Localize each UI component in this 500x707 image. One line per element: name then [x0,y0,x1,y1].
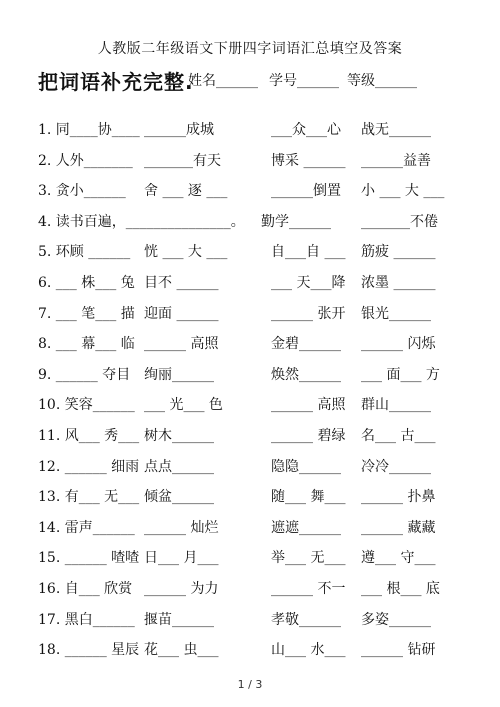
exercise-item: ______ 扑鼻 [361,489,436,506]
exercise-item: ___ 根___ 底 [361,580,440,597]
exercise-item: ______ 不一 [271,580,346,597]
exercise-item: 8. ___ 幕___ 临 [38,336,135,353]
exercise-row [38,395,483,426]
exercise-item: 7. ___ 笔___ 描 [38,305,135,322]
exercise-item: 9. ______ 夺目 [38,366,131,383]
exercise-item: 15. ______ 喳喳 [38,550,140,567]
exercise-item: 多姿______ [361,611,431,628]
exercise-row [38,457,483,488]
exercise-item: 群山______ [361,397,431,414]
exercise-item: 隐隐______ [271,458,341,475]
exercise-row [38,242,483,273]
exercise-item: ______ 闪烁 [361,336,436,353]
heading-row [38,66,478,94]
exercise-item: ______ 为力 [144,580,219,597]
exercise-item: ___ 光___ 色 [144,397,223,414]
exercise-item: 名___ 古___ [361,427,436,444]
exercise-row [38,120,483,151]
exercise-item: 举___ 无___ [271,550,346,567]
exercise-row [38,151,483,182]
exercise-row [38,334,483,365]
exercise-item: 12. ______ 细雨 [38,458,140,475]
exercise-item: 11. 风___ 秀___ [38,427,140,444]
exercise-row [38,181,483,212]
exercise-item: ______ 张开 [271,305,346,322]
exercise-item: 金碧______ [271,336,341,353]
exercise-item: ___ 天___降 [271,274,346,291]
exercise-item: ______ 碧绿 [271,427,346,444]
exercise-item: 迎面 ______ [144,305,219,322]
exercise-item: 18. ______ 星辰 [38,642,140,659]
exercise-item: 遮遮______ [271,519,341,536]
exercise-item: 6. ___ 株___ 兔 [38,274,135,291]
exercise-item: 2. 人外_______ [38,152,133,169]
exercise-item: ______益善 [361,152,431,169]
exercise-item: 山___ 水___ [271,642,346,659]
exercise-item: _______有天 [144,152,221,169]
exercise-item: _______不倦 [361,213,438,230]
exercise-item: 4. 读书百遍，_______________。 [38,213,245,230]
exercise-item: 17. 黑白______ [38,611,135,628]
exercise-item: 浓墨 ______ [361,274,436,291]
exercise-item: 16. 自___ 欣赏 [38,580,133,597]
exercise-item: 点点______ [144,458,214,475]
exercise-row [38,304,483,335]
exercise-item: 绚丽______ [144,366,214,383]
exercise-item: 5. 环顾 ______ [38,244,131,261]
exercise-item: ______ 钻研 [361,642,436,659]
exercise-row [38,212,483,243]
exercise-item: ______ 藏藏 [361,519,436,536]
exercise-item: 14. 雷声______ [38,519,135,536]
exercise-item: 银光______ [361,305,431,322]
exercise-item: ______ 高照 [144,336,219,353]
exercise-item: 孝敬______ [271,611,341,628]
exercise-item: 揠苗______ [144,611,214,628]
exercise-row [38,610,483,641]
exercise-item: 花___ 虫___ [144,642,219,659]
exercise-item: ______ 高照 [271,397,346,414]
exercise-item: 战无______ [361,122,431,138]
exercise-item: 树木______ [144,427,214,444]
exercise-item: 目不 ______ [144,274,219,291]
exercise-item: 随___ 舞___ [271,489,346,506]
exercise-item: 13. 有___ 无___ [38,489,140,506]
exercise-item: 冷冷______ [361,458,431,475]
exercise-item: 筋疲 ______ [361,244,436,261]
exercise-row [38,640,483,671]
exercise-item: ______成城 [144,122,214,138]
exercise-item: 焕然______ [271,366,341,383]
exercise-item: 勤学______ [261,213,331,230]
document-title: 人教版二年级语文下册四字词语汇总填空及答案 [97,41,403,57]
exercise-row [38,518,483,549]
exercise-item: 1. 同____协____ [38,122,140,138]
name-field: 姓名______ [188,73,258,89]
exercise-item: 小 ___ 大 ___ [361,183,445,200]
exercise-row [38,487,483,518]
exercise-row [38,579,483,610]
exercise-item: ___ 面___ 方 [361,366,440,383]
exercise-item: 遵___ 守___ [361,550,436,567]
exercise-item: ______倒置 [271,183,341,200]
exercise-item: 博采 ______ [271,152,346,169]
section-heading: 把词语补充完整. [38,70,194,94]
exercise-item: 倾盆______ [144,489,214,506]
exercise-item: 自___自 ___ [271,244,346,261]
grade-field: 等级______ [347,73,417,89]
student-number-field: 学号______ [269,73,339,89]
exercise-item: ______ 灿烂 [144,519,219,536]
exercise-row [38,365,483,396]
exercise-item: 日___ 月___ [144,550,219,567]
exercise-item: 3. 贪小______ [38,183,126,200]
exercise-item: ___众___心 [271,122,341,138]
exercise-row [38,426,483,457]
exercise-item: 舍 ___ 逐 ___ [144,183,228,200]
exercise-item: 10. 笑容______ [38,397,135,414]
exercise-item: 恍 ___ 大 ___ [144,244,228,261]
page-number: 1 / 3 [237,678,263,691]
exercise-row [38,273,483,304]
exercise-list [38,120,483,671]
exercise-row [38,548,483,579]
